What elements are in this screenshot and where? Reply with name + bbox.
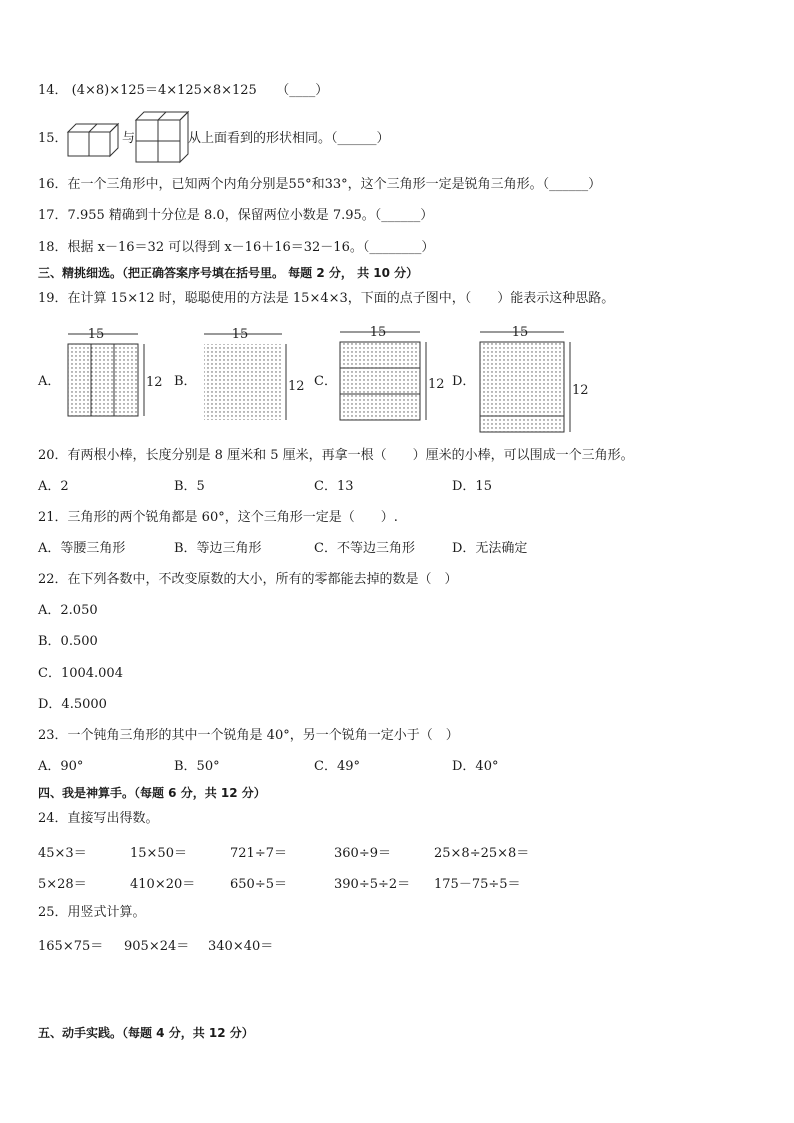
calc-item: 390÷5÷2＝	[334, 877, 411, 892]
q23-option-b[interactable]: B．50°	[174, 759, 220, 774]
calc-item: 650÷5＝	[230, 877, 287, 892]
q22-option-c[interactable]: C．1004.004	[38, 666, 123, 681]
cube-figure-left	[66, 118, 124, 160]
cube-figure-right	[134, 110, 190, 164]
question-25: 25．用竖式计算。	[38, 905, 146, 920]
vertical-calc-item: 165×75＝	[38, 939, 104, 954]
section-3-heading: 三、精挑细选。（把正确答案序号填在括号里。 每题 2 分， 共 10 分）	[38, 266, 419, 280]
question-16: 16．在一个三角形中，已知两个内角分别是55°和33°，这个三角形一定是锐角三角形。（______）	[38, 177, 602, 192]
width-label-b: 15	[231, 327, 249, 342]
calc-item: 45×3＝	[38, 846, 87, 861]
width-label-d: 15	[511, 325, 529, 340]
question-24: 24．直接写出得数。	[38, 811, 159, 826]
calc-item: 175－75÷5＝	[434, 877, 521, 892]
height-label-d: 12	[572, 383, 589, 398]
question-18: 18．根据 x－16＝32 可以得到 x－16＋16＝32－16。（________）	[38, 240, 435, 255]
calc-item: 721÷7＝	[230, 846, 287, 861]
question-21: 21．三角形的两个锐角都是 60°，这个三角形一定是（ ）.	[38, 510, 398, 525]
width-label-c: 15	[369, 325, 387, 340]
question-15-number: 15．	[38, 131, 68, 146]
q21-option-b[interactable]: B．等边三角形	[174, 541, 262, 556]
width-label-a: 15	[87, 327, 105, 342]
option-c-label: C．	[314, 374, 337, 389]
calc-item: 360÷9＝	[334, 846, 391, 861]
calc-item: 25×8÷25×8＝	[434, 846, 530, 861]
q23-option-a[interactable]: A．90°	[38, 759, 84, 774]
q20-option-a[interactable]: A．2	[38, 479, 69, 494]
q20-option-b[interactable]: B．5	[174, 479, 205, 494]
option-d-label: D．	[452, 374, 476, 389]
question-22: 22．在下列各数中，不改变原数的大小，所有的零都能去掉的数是（ ）	[38, 572, 458, 587]
q22-option-b[interactable]: B．0.500	[38, 634, 98, 649]
q20-option-d[interactable]: D．15	[452, 479, 492, 494]
height-label-b: 12	[288, 379, 305, 394]
option-a-label: A．	[38, 374, 61, 389]
section-4-heading: 四、我是神算手。（每题 6 分，共 12 分）	[38, 786, 266, 800]
q21-option-a[interactable]: A．等腰三角形	[38, 541, 126, 556]
q22-option-a[interactable]: A．2.050	[38, 603, 98, 618]
height-label-c: 12	[428, 377, 445, 392]
vertical-calc-item: 905×24＝	[124, 939, 190, 954]
option-b-label: B．	[174, 374, 197, 389]
question-19: 19．在计算 15×12 时，聪聪使用的方法是 15×4×3，下面的点子图中，（ ）能表示这种思路。	[38, 291, 615, 306]
q23-option-c[interactable]: C．49°	[314, 759, 360, 774]
dot-grid-a	[62, 326, 162, 426]
question-15-connector: 与	[122, 131, 136, 146]
section-5-heading: 五、动手实践。（每题 4 分，共 12 分）	[38, 1026, 254, 1040]
question-17: 17．7.955 精确到十分位是 8.0，保留两位小数是 7.95。（______）	[38, 208, 434, 223]
question-15-text: 从上面看到的形状相同。（______）	[188, 131, 390, 146]
q21-option-c[interactable]: C．不等边三角形	[314, 541, 415, 556]
calc-item: 5×28＝	[38, 877, 87, 892]
dot-grid-b	[198, 326, 308, 426]
q22-option-d[interactable]: D．4.5000	[38, 697, 107, 712]
q23-option-d[interactable]: D．40°	[452, 759, 499, 774]
calc-item: 15×50＝	[130, 846, 187, 861]
height-label-a: 12	[146, 375, 163, 390]
q21-option-d[interactable]: D．无法确定	[452, 541, 528, 556]
dot-grid-d	[474, 322, 589, 436]
calc-item: 410×20＝	[130, 877, 196, 892]
question-14: 14． (4×8)×125＝4×125×8×125 （____）	[38, 83, 329, 98]
vertical-calc-item: 340×40＝	[208, 939, 274, 954]
question-20: 20．有两根小棒，长度分别是 8 厘米和 5 厘米，再拿一根（ ）厘米的小棒，可以围成一个三角形。	[38, 448, 634, 463]
question-23: 23．一个钝角三角形的其中一个锐角是 40°，另一个锐角一定小于（ ）	[38, 728, 459, 743]
q20-option-c[interactable]: C．13	[314, 479, 354, 494]
dot-grid-c	[334, 322, 444, 426]
